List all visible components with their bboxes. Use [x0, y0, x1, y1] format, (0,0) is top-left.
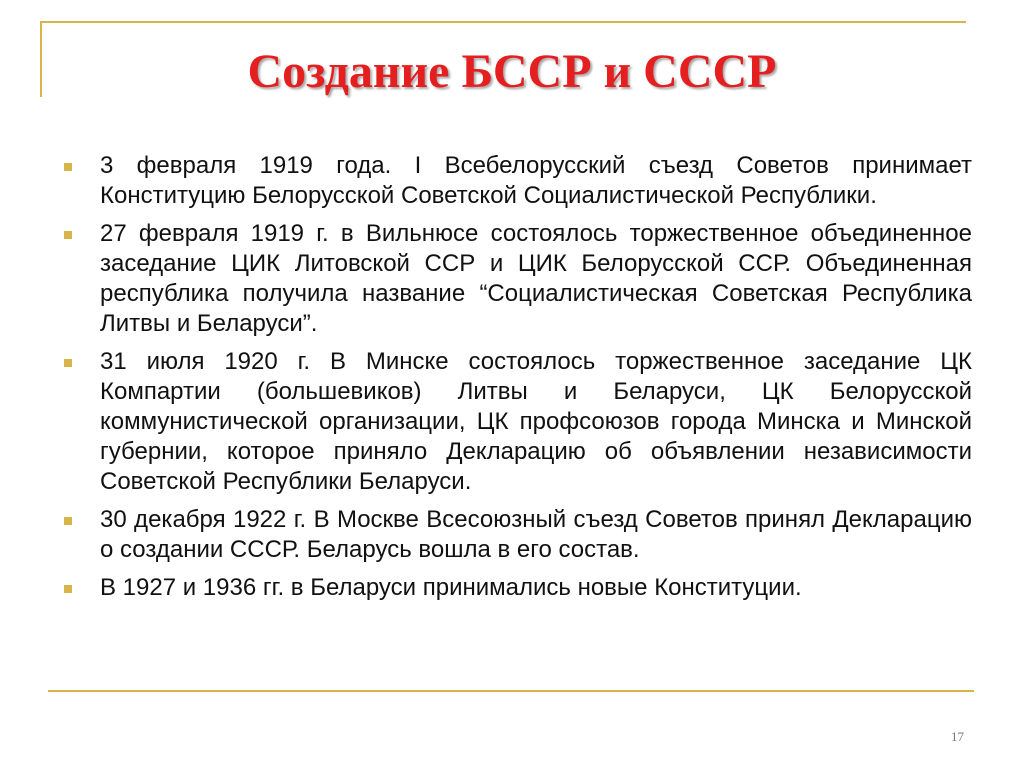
slide-title: Создание БССР и СССР — [247, 45, 777, 98]
bullet-item — [58, 347, 972, 497]
bullet-item — [58, 219, 972, 339]
bullet-text: 30 декабря 1922 г. В Москве Всесоюзный съезд Советов принял Декларацию о создании СССР. Беларусь вошла в его состав. — [100, 506, 972, 563]
bullet-text: 27 февраля 1919 г. в Вильнюсе состоялось торжественное объединенное заседание ЦИК Литовской ССР и ЦИК Белорусской ССР. Объединенная республика получила название “Социалистическая Советская Республика Литвы и Беларуси”. — [100, 220, 972, 337]
bullet-item — [58, 151, 972, 211]
bullet-text: В 1927 и 1936 гг. в Беларуси принимались новые Конституции. — [100, 574, 802, 601]
square-bullet-icon — [64, 359, 72, 367]
square-bullet-icon — [64, 585, 72, 593]
bullet-item — [58, 505, 972, 565]
bullet-text: 3 февраля 1919 года. I Всебелорусский съезд Советов принимает Конституцию Белорусской Советской Социалистической Республики. — [100, 152, 972, 209]
bullet-list — [58, 151, 972, 611]
frame-top-line — [40, 21, 966, 23]
bullet-text: 31 июля 1920 г. В Минске состоялось торжественное заседание ЦК Компартии (большевиков) Литвы и Беларуси, ЦК Белорусской коммунистической организации, ЦК профсоюзов города Минска и Минской губернии, которое приняло Декларацию об объявлении независимости Советской Республики Беларуси. — [100, 348, 972, 495]
square-bullet-icon — [64, 517, 72, 525]
square-bullet-icon — [64, 163, 72, 171]
page-number: 17 — [951, 729, 964, 744]
bullet-item — [58, 573, 972, 603]
frame-bottom-line — [48, 690, 974, 692]
square-bullet-icon — [64, 231, 72, 239]
